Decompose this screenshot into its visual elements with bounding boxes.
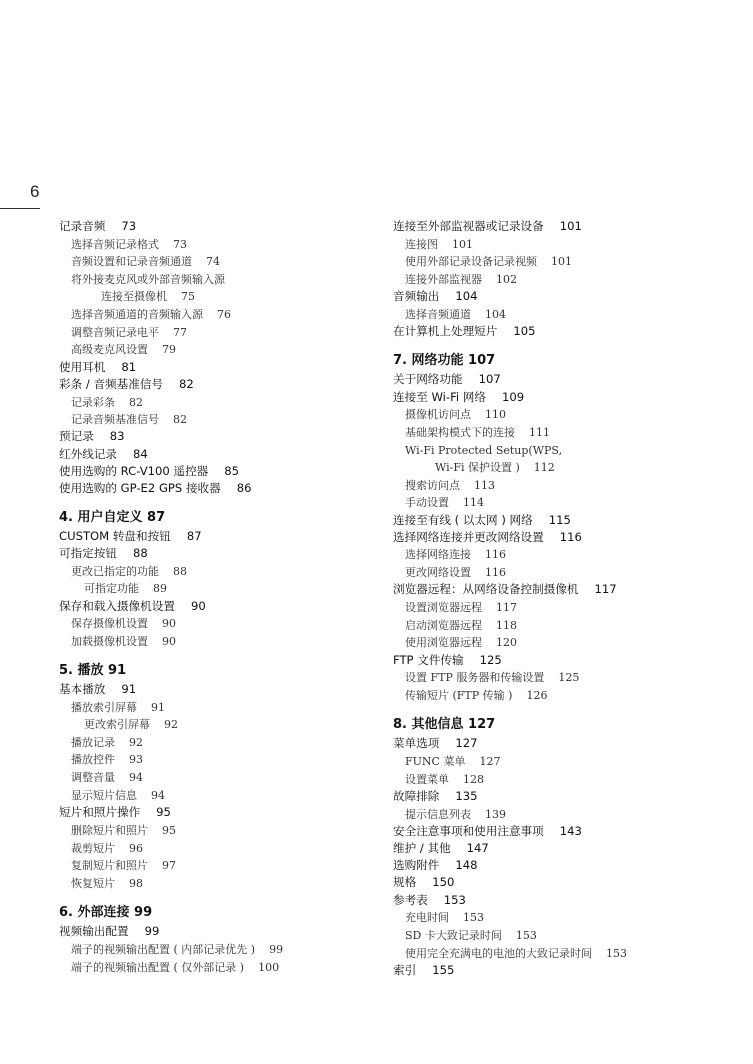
toc-page-number: 82 (179, 376, 194, 391)
toc-page-number: 74 (206, 255, 220, 269)
toc-entry[interactable] (59, 271, 379, 288)
toc-right-column (393, 218, 743, 979)
toc-entry[interactable] (393, 857, 743, 874)
toc-entry[interactable] (59, 769, 379, 786)
toc-entry-title: 选择网络连接并更改网络设置 (393, 529, 544, 544)
toc-page-number: 99 (144, 924, 160, 939)
toc-entry-title: 摄像机访问点 (405, 408, 471, 422)
toc-entry-title: 设置菜单 (405, 772, 449, 786)
toc-page-number: 95 (156, 805, 171, 820)
toc-entry-title: 设置 FTP 服务器和传输设置 (405, 671, 545, 685)
toc-page-number: 104 (485, 308, 506, 322)
toc-page-number: 88 (173, 565, 187, 579)
toc-entry-title: 可指定按钮 (59, 546, 117, 561)
toc-page-number: 116 (485, 548, 506, 562)
toc-page-number: 73 (121, 219, 137, 233)
toc-page-number: 116 (485, 566, 506, 580)
toc-page-number: 148 (455, 858, 478, 873)
toc-entry-title: 菜单选项 (393, 736, 440, 751)
chapter-title: 7. 网络功能 107 (393, 353, 496, 369)
toc-entry-title: 彩条 / 音频基准信号 (59, 376, 164, 391)
toc-entry[interactable] (59, 751, 379, 768)
toc-entry[interactable] (393, 753, 743, 770)
toc-page-number: 90 (162, 634, 176, 648)
toc-entry[interactable] (59, 236, 379, 253)
toc-entry[interactable] (59, 716, 379, 733)
toc-entry-title: Wi-Fi Protected Setup(WPS, (405, 443, 563, 457)
toc-entry-title: 记录彩条 (71, 395, 115, 409)
toc-page-number: 82 (173, 413, 187, 427)
toc-entry[interactable] (393, 459, 743, 476)
toc-entry-title: 连接图 (405, 237, 438, 251)
toc-entry-title: 故障排除 (393, 788, 440, 803)
toc-entry[interactable] (393, 687, 743, 704)
toc-page-number: 125 (558, 671, 580, 685)
toc-entry-title: 连接至有线 ( 以太网 ) 网络 (393, 512, 533, 527)
toc-entry-title: FUNC 菜单 (405, 754, 466, 768)
toc-page-number: 127 (479, 754, 501, 768)
toc-page-number: 153 (443, 892, 466, 907)
toc-entry[interactable] (59, 463, 379, 480)
toc-entry-title: Wi-Fi 保护设置 ) (435, 460, 520, 474)
toc-page-number: 105 (513, 324, 536, 339)
toc-entry-title: CUSTOM 转盘和按钮 (59, 529, 171, 544)
toc-page-number: 128 (463, 772, 484, 786)
toc-entry-title: 保存摄像机设置 (71, 617, 148, 631)
toc-entry[interactable] (59, 615, 379, 632)
toc-entry[interactable] (393, 788, 743, 805)
toc-entry-title: 使用浏览器远程 (405, 636, 482, 650)
toc-entry-title: 选购附件 (393, 858, 440, 873)
chapter-heading[interactable] (393, 716, 743, 734)
toc-page-number: 153 (515, 929, 537, 943)
toc-entry[interactable] (393, 927, 743, 944)
toc-page-number: 101 (452, 237, 473, 251)
toc-entry[interactable] (59, 959, 379, 976)
toc-entry[interactable] (393, 892, 743, 909)
toc-entry[interactable] (393, 564, 743, 581)
toc-entry[interactable] (393, 823, 743, 840)
toc-entry-title: 预记录 (59, 429, 94, 444)
toc-entry-title: 选择音频通道 (405, 308, 471, 322)
toc-entry[interactable] (393, 840, 743, 857)
toc-entry-title: 红外线记录 (59, 446, 117, 461)
toc-entry-title: 裁剪短片 (71, 841, 115, 855)
toc-entry-title: 在计算机上处理短片 (393, 324, 498, 339)
toc-entry-title: 充电时间 (405, 911, 449, 925)
toc-entry[interactable] (393, 617, 743, 634)
toc-page-number: 126 (526, 689, 548, 703)
toc-entry[interactable] (393, 477, 743, 494)
toc-entry-title: 使用选购的 GP-E2 GPS 接收器 (59, 481, 221, 496)
toc-page-number: 99 (269, 942, 284, 956)
toc-entry-title: 更改网络设置 (405, 566, 471, 580)
toc-page-number: 81 (121, 359, 137, 374)
toc-page-number: 117 (594, 582, 617, 597)
toc-entry[interactable] (59, 341, 379, 358)
toc-page-number: 147 (466, 841, 489, 855)
toc-entry-title: 记录音频基准信号 (71, 413, 159, 427)
toc-page-number: 115 (548, 512, 571, 527)
toc-entry[interactable] (59, 359, 379, 376)
toc-entry-title: 显示短片信息 (71, 788, 137, 802)
toc-page-number: 111 (529, 426, 550, 440)
toc-entry[interactable] (59, 446, 379, 463)
toc-entry[interactable] (59, 528, 379, 545)
chapter-title: 6. 外部连接 99 (59, 905, 153, 921)
chapter-title: 8. 其他信息 127 (393, 717, 496, 733)
toc-entry-title: FTP 文件传输 (393, 652, 464, 667)
toc-entry[interactable] (59, 306, 379, 323)
toc-page-number: 112 (533, 460, 555, 474)
toc-page-number: 90 (190, 598, 206, 613)
toc-page-number: 98 (129, 876, 143, 890)
toc-entry-title: 规格 (393, 875, 417, 890)
toc-page-number: 73 (173, 237, 187, 251)
toc-page-number: 101 (559, 219, 582, 233)
toc-page-number: 77 (173, 325, 187, 339)
toc-entry[interactable] (59, 699, 379, 716)
toc-entry[interactable] (393, 962, 743, 979)
toc-entry[interactable] (393, 806, 743, 823)
toc-entry[interactable] (59, 734, 379, 751)
toc-page-number: 107 (478, 372, 501, 387)
toc-entry[interactable] (59, 941, 379, 958)
toc-entry-title: 选择音频通道的音频输入源 (71, 308, 203, 322)
toc-entry[interactable] (393, 494, 743, 511)
toc-entry-title: 更改已指定的功能 (71, 565, 159, 579)
toc-page-number: 84 (132, 446, 148, 461)
toc-entry-title: 连接至 Wi-Fi 网络 (393, 389, 486, 404)
toc-entry[interactable] (59, 411, 379, 428)
toc-entry-title: 传输短片 (FTP 传输 ) (405, 689, 513, 703)
toc-entry-title: 端子的视频输出配置 ( 内部记录优先 ) (71, 942, 256, 956)
toc-entry-title: 使用外部记录设备记录视频 (405, 255, 537, 269)
toc-page-number: 96 (129, 841, 143, 855)
header-rule (0, 208, 40, 209)
toc-entry-title: 设置浏览器远程 (405, 601, 482, 615)
toc-page-number: 82 (129, 395, 143, 409)
toc-page-number: 155 (432, 962, 455, 977)
toc-page-number: 76 (217, 308, 231, 322)
toc-page-number: 109 (502, 389, 525, 404)
toc-entry[interactable] (393, 909, 743, 926)
toc-entry-title: 关于网络功能 (393, 372, 463, 387)
toc-entry-title: 短片和照片操作 (59, 805, 141, 820)
toc-page-number: 135 (455, 788, 478, 803)
toc-page-number: 127 (455, 736, 478, 751)
toc-entry[interactable] (393, 323, 743, 340)
toc-page-number: 110 (485, 408, 506, 422)
toc-entry[interactable] (393, 424, 743, 441)
toc-entry[interactable] (393, 634, 743, 651)
toc-entry[interactable] (59, 840, 379, 857)
toc-entry[interactable] (393, 945, 743, 962)
toc-page-number: 153 (463, 911, 484, 925)
toc-entry[interactable] (59, 324, 379, 341)
toc-entry-title: 连接至外部监视器或记录设备 (393, 219, 544, 233)
toc-entry[interactable] (393, 253, 743, 270)
page-number: 6 (30, 182, 40, 201)
toc-entry-title: 加载摄像机设置 (71, 634, 148, 648)
toc-entry-title: 浏览器远程：从网络设备控制摄像机 (393, 582, 579, 597)
toc-entry-title: 选择网络连接 (405, 548, 471, 562)
toc-entry[interactable] (393, 406, 743, 423)
toc-page-number: 92 (129, 735, 143, 749)
toc-entry[interactable] (59, 857, 379, 874)
toc-entry-title: 调整音频记录电平 (71, 325, 159, 339)
toc-page-number: 153 (606, 946, 627, 960)
toc-entry[interactable] (59, 598, 379, 615)
toc-entry[interactable] (393, 581, 743, 598)
toc-entry-title: 提示信息列表 (405, 807, 471, 821)
toc-entry-title: 音频设置和记录音频通道 (71, 255, 192, 269)
toc-entry-title: 参考表 (393, 892, 428, 907)
toc-entry[interactable] (393, 236, 743, 253)
toc-entry-title: 启动浏览器远程 (405, 618, 482, 632)
toc-entry-title: 高级麦克风设置 (71, 343, 148, 357)
toc-entry-title: 选择音频记录格式 (71, 237, 159, 251)
toc-entry-title: 复制短片和照片 (71, 859, 148, 873)
toc-page-number: 101 (551, 255, 572, 269)
toc-entry[interactable] (393, 652, 743, 669)
toc-page-number: 94 (151, 788, 165, 802)
toc-entry[interactable] (59, 923, 379, 940)
toc-entry[interactable] (59, 787, 379, 804)
toc-entry[interactable] (59, 376, 379, 393)
toc-entry[interactable] (393, 512, 743, 529)
toc-entry[interactable] (59, 288, 379, 305)
toc-entry[interactable] (59, 804, 379, 821)
toc-entry[interactable] (393, 546, 743, 563)
chapter-title: 4. 用户自定义 87 (59, 510, 166, 526)
toc-entry[interactable] (393, 735, 743, 752)
toc-page-number: 79 (162, 343, 176, 357)
toc-page-number: 91 (121, 682, 137, 697)
toc-page-number: 102 (496, 273, 517, 287)
toc-entry[interactable] (59, 822, 379, 839)
chapter-heading[interactable] (59, 662, 379, 680)
toc-entry-title: 基本播放 (59, 682, 106, 697)
toc-entry-title: 将外接麦克风或外部音频输入源 (71, 273, 225, 287)
toc-entry-title: 记录音频 (59, 219, 106, 233)
toc-entry[interactable] (59, 480, 379, 497)
toc-entry[interactable] (59, 394, 379, 411)
toc-entry-title: 连接外部监视器 (405, 273, 482, 287)
toc-page-number: 91 (151, 700, 165, 714)
toc-left-column (59, 218, 379, 976)
toc-entry-title: 可指定功能 (84, 582, 139, 596)
toc-entry-title: 删除短片和照片 (71, 823, 148, 837)
toc-entry-title: 播放记录 (71, 735, 115, 749)
toc-entry-title: 连接至摄像机 (101, 290, 167, 304)
toc-entry[interactable] (393, 288, 743, 305)
toc-entry[interactable] (59, 580, 379, 597)
toc-entry-title: 索引 (393, 962, 417, 977)
toc-entry-title: 更改索引屏幕 (84, 718, 150, 732)
toc-entry[interactable] (59, 545, 379, 562)
toc-page-number: 150 (432, 875, 455, 890)
toc-page-number: 95 (162, 823, 176, 837)
toc-page-number: 97 (162, 859, 176, 873)
toc-entry[interactable] (59, 218, 379, 235)
toc-entry-title: 手动设置 (405, 496, 449, 510)
toc-page-number: 94 (129, 771, 143, 785)
toc-entry-title: 搜索访问点 (405, 478, 460, 492)
toc-page-number: 120 (496, 636, 517, 650)
toc-entry-title: 播放控件 (71, 753, 115, 767)
toc-page-number: 87 (186, 529, 202, 544)
toc-entry[interactable] (393, 389, 743, 406)
toc-page-number: 89 (153, 582, 167, 596)
toc-page-number: 83 (109, 429, 125, 444)
toc-page-number: 113 (474, 478, 495, 492)
toc-entry[interactable] (393, 271, 743, 288)
toc-page-number: 75 (181, 290, 195, 304)
toc-page-number: 118 (496, 618, 517, 632)
toc-entry[interactable] (393, 669, 743, 686)
toc-entry-title: 播放索引屏幕 (71, 700, 137, 714)
toc-page-number: 93 (129, 753, 143, 767)
toc-entry[interactable] (59, 875, 379, 892)
toc-entry[interactable] (59, 633, 379, 650)
toc-page-number: 85 (224, 463, 240, 478)
toc-entry-title: 使用完全充满电的电池的大致记录时间 (405, 946, 592, 960)
toc-entry-title: 端子的视频输出配置 ( 仅外部记录 ) (71, 960, 245, 974)
chapter-heading[interactable] (59, 509, 379, 527)
toc-page-number: 114 (463, 496, 484, 510)
toc-entry[interactable] (393, 529, 743, 546)
toc-entry[interactable] (59, 681, 379, 698)
toc-entry-title: 保存和载入摄像机设置 (59, 598, 175, 613)
toc-entry-title: 调整音量 (71, 771, 115, 785)
toc-entry-title: 使用选购的 RC-V100 遥控器 (59, 463, 209, 478)
toc-page-number: 100 (258, 960, 280, 974)
toc-entry[interactable] (393, 218, 743, 235)
toc-entry-title: 恢复短片 (71, 876, 115, 890)
toc-page-number: 116 (559, 529, 582, 544)
chapter-heading[interactable] (393, 352, 743, 370)
toc-entry[interactable] (393, 874, 743, 891)
toc-entry-title: 音频输出 (393, 289, 440, 304)
toc-page-number: 139 (485, 807, 506, 821)
toc-page-number: 88 (132, 546, 148, 561)
toc-entry-title: SD 卡大致记录时间 (405, 929, 502, 943)
toc-entry[interactable] (393, 599, 743, 616)
toc-page-number: 90 (162, 617, 176, 631)
toc-entry-title: 基础架构模式下的连接 (405, 426, 515, 440)
toc-page-number: 92 (164, 718, 178, 732)
toc-entry[interactable] (59, 563, 379, 580)
toc-entry[interactable] (393, 371, 743, 388)
toc-page-number: 104 (455, 289, 478, 304)
toc-entry-title: 使用耳机 (59, 359, 106, 374)
toc-page-number: 125 (479, 652, 502, 667)
chapter-heading[interactable] (59, 904, 379, 922)
toc-entry[interactable] (393, 771, 743, 788)
toc-entry[interactable] (59, 253, 379, 270)
toc-page-number: 143 (559, 823, 582, 838)
toc-entry-title: 维护 / 其他 (393, 841, 451, 855)
toc-page-number: 117 (496, 601, 517, 615)
toc-entry[interactable] (59, 428, 379, 445)
toc-entry[interactable] (393, 306, 743, 323)
toc-entry-title: 视频输出配置 (59, 924, 129, 939)
toc-entry-title: 安全注意事项和使用注意事项 (393, 823, 544, 838)
chapter-title: 5. 播放 91 (59, 663, 127, 679)
toc-page-number: 86 (236, 481, 252, 496)
toc-entry[interactable] (393, 442, 743, 459)
